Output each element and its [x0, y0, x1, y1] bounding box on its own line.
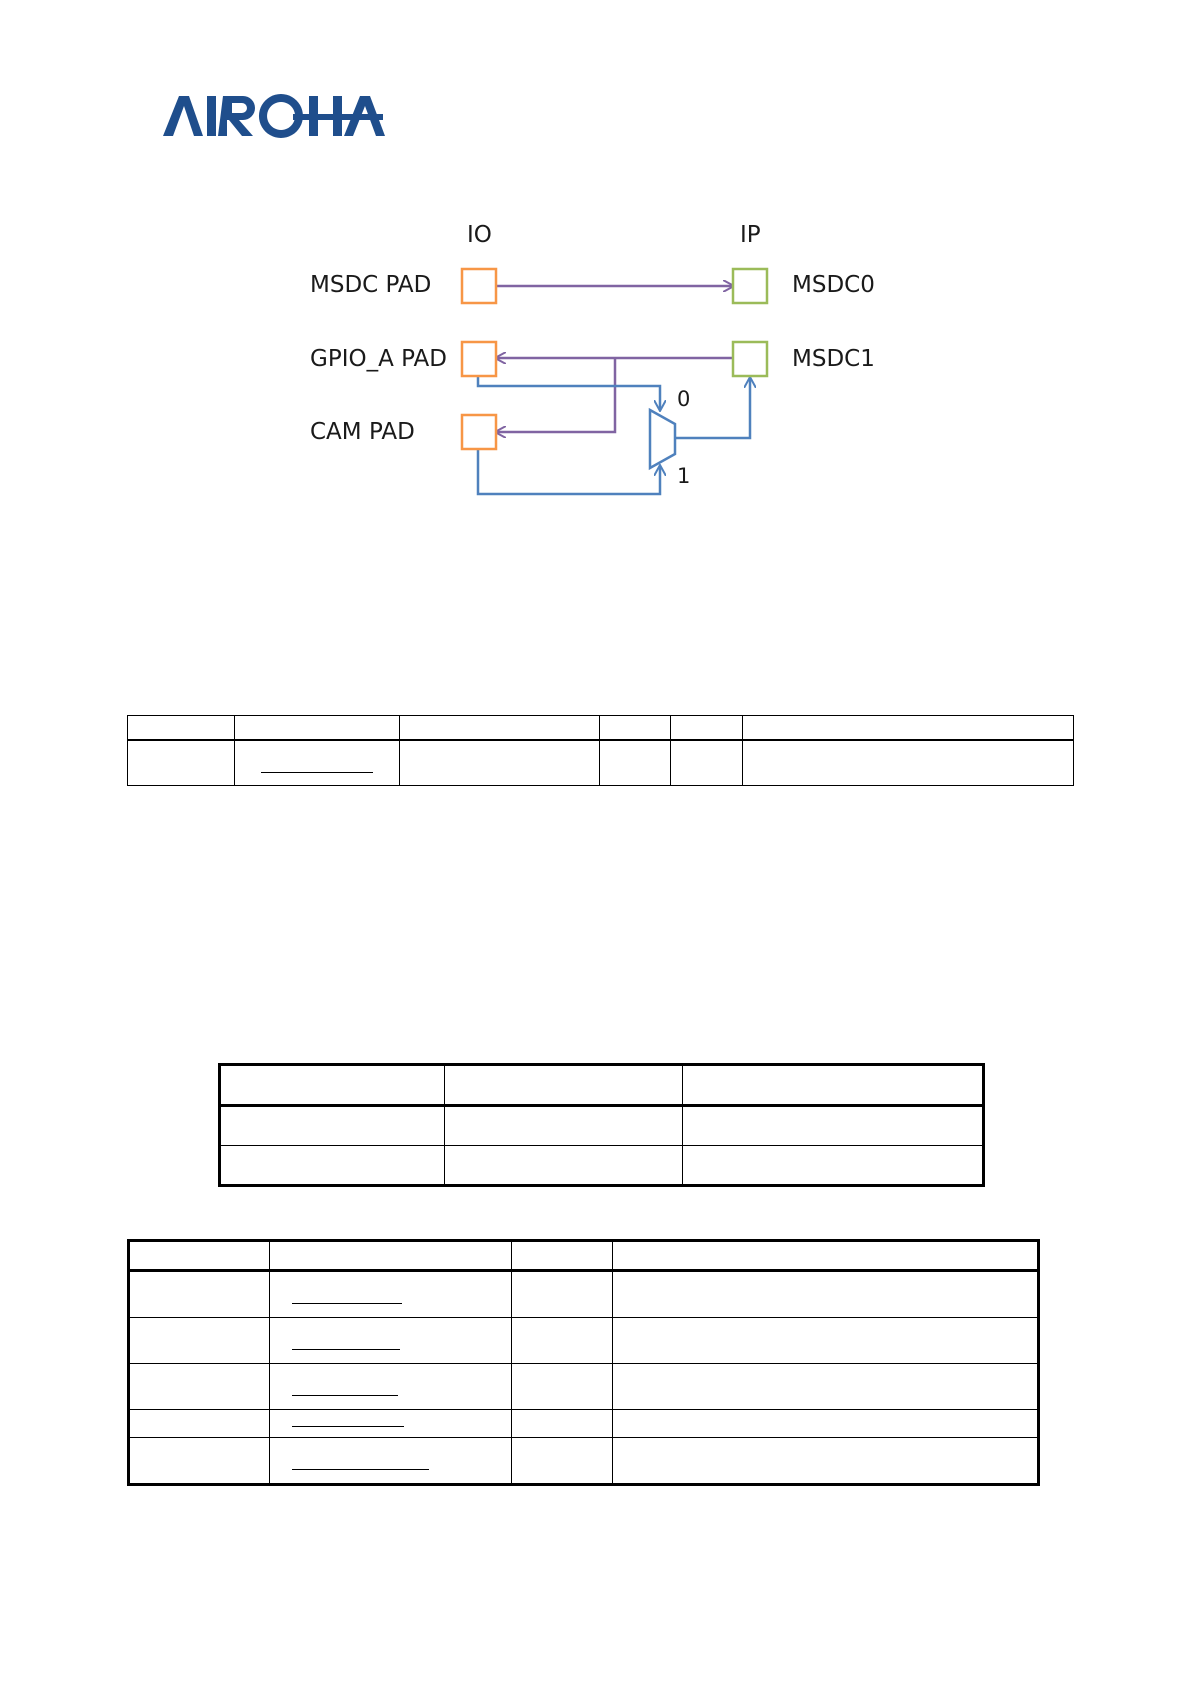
mux-symbol — [650, 410, 675, 468]
link-cam-mux1 — [478, 450, 660, 494]
setting-table — [218, 1063, 985, 1187]
io-column-header: IO — [467, 222, 492, 248]
table-header-row — [128, 716, 1074, 741]
pad-label-msdc: MSDC PAD — [310, 272, 432, 298]
msdc1-ip-box — [733, 342, 767, 376]
ip-label-msdc1: MSDC1 — [792, 346, 875, 372]
table-header-row — [129, 1241, 1039, 1271]
cam-pad-box — [462, 415, 496, 449]
underlined-link-placeholder — [292, 1303, 402, 1304]
msdc-pad-box — [462, 269, 496, 303]
register-table-1 — [127, 715, 1074, 786]
table-row — [129, 1438, 1039, 1485]
register-table-2 — [127, 1239, 1040, 1486]
table-row — [129, 1271, 1039, 1318]
link-msdc1-cam — [496, 358, 615, 432]
table-row — [128, 740, 1074, 786]
link-gpio-a-mux0 — [478, 376, 660, 410]
ip-label-msdc0: MSDC0 — [792, 272, 875, 298]
underlined-link-placeholder — [261, 772, 373, 773]
table-row — [220, 1106, 984, 1146]
mux-input-1-label: 1 — [677, 464, 691, 488]
pad-label-cam: CAM PAD — [310, 419, 415, 445]
underlined-link-placeholder — [292, 1395, 398, 1396]
gpio-a-pad-box — [462, 342, 496, 376]
ip-column-header: IP — [740, 222, 761, 248]
msdc-pinmux-diagram — [0, 0, 1190, 520]
table-row — [220, 1146, 984, 1186]
table-header-row — [220, 1065, 984, 1106]
pad-label-gpio-a: GPIO_A PAD — [310, 346, 447, 372]
table-row — [129, 1318, 1039, 1364]
table-row — [129, 1364, 1039, 1410]
mux-input-0-label: 0 — [677, 387, 691, 411]
underlined-link-placeholder — [292, 1469, 429, 1470]
underlined-link-placeholder — [292, 1349, 400, 1350]
table-row — [129, 1410, 1039, 1438]
msdc0-ip-box — [733, 269, 767, 303]
underlined-link-placeholder — [292, 1426, 404, 1427]
